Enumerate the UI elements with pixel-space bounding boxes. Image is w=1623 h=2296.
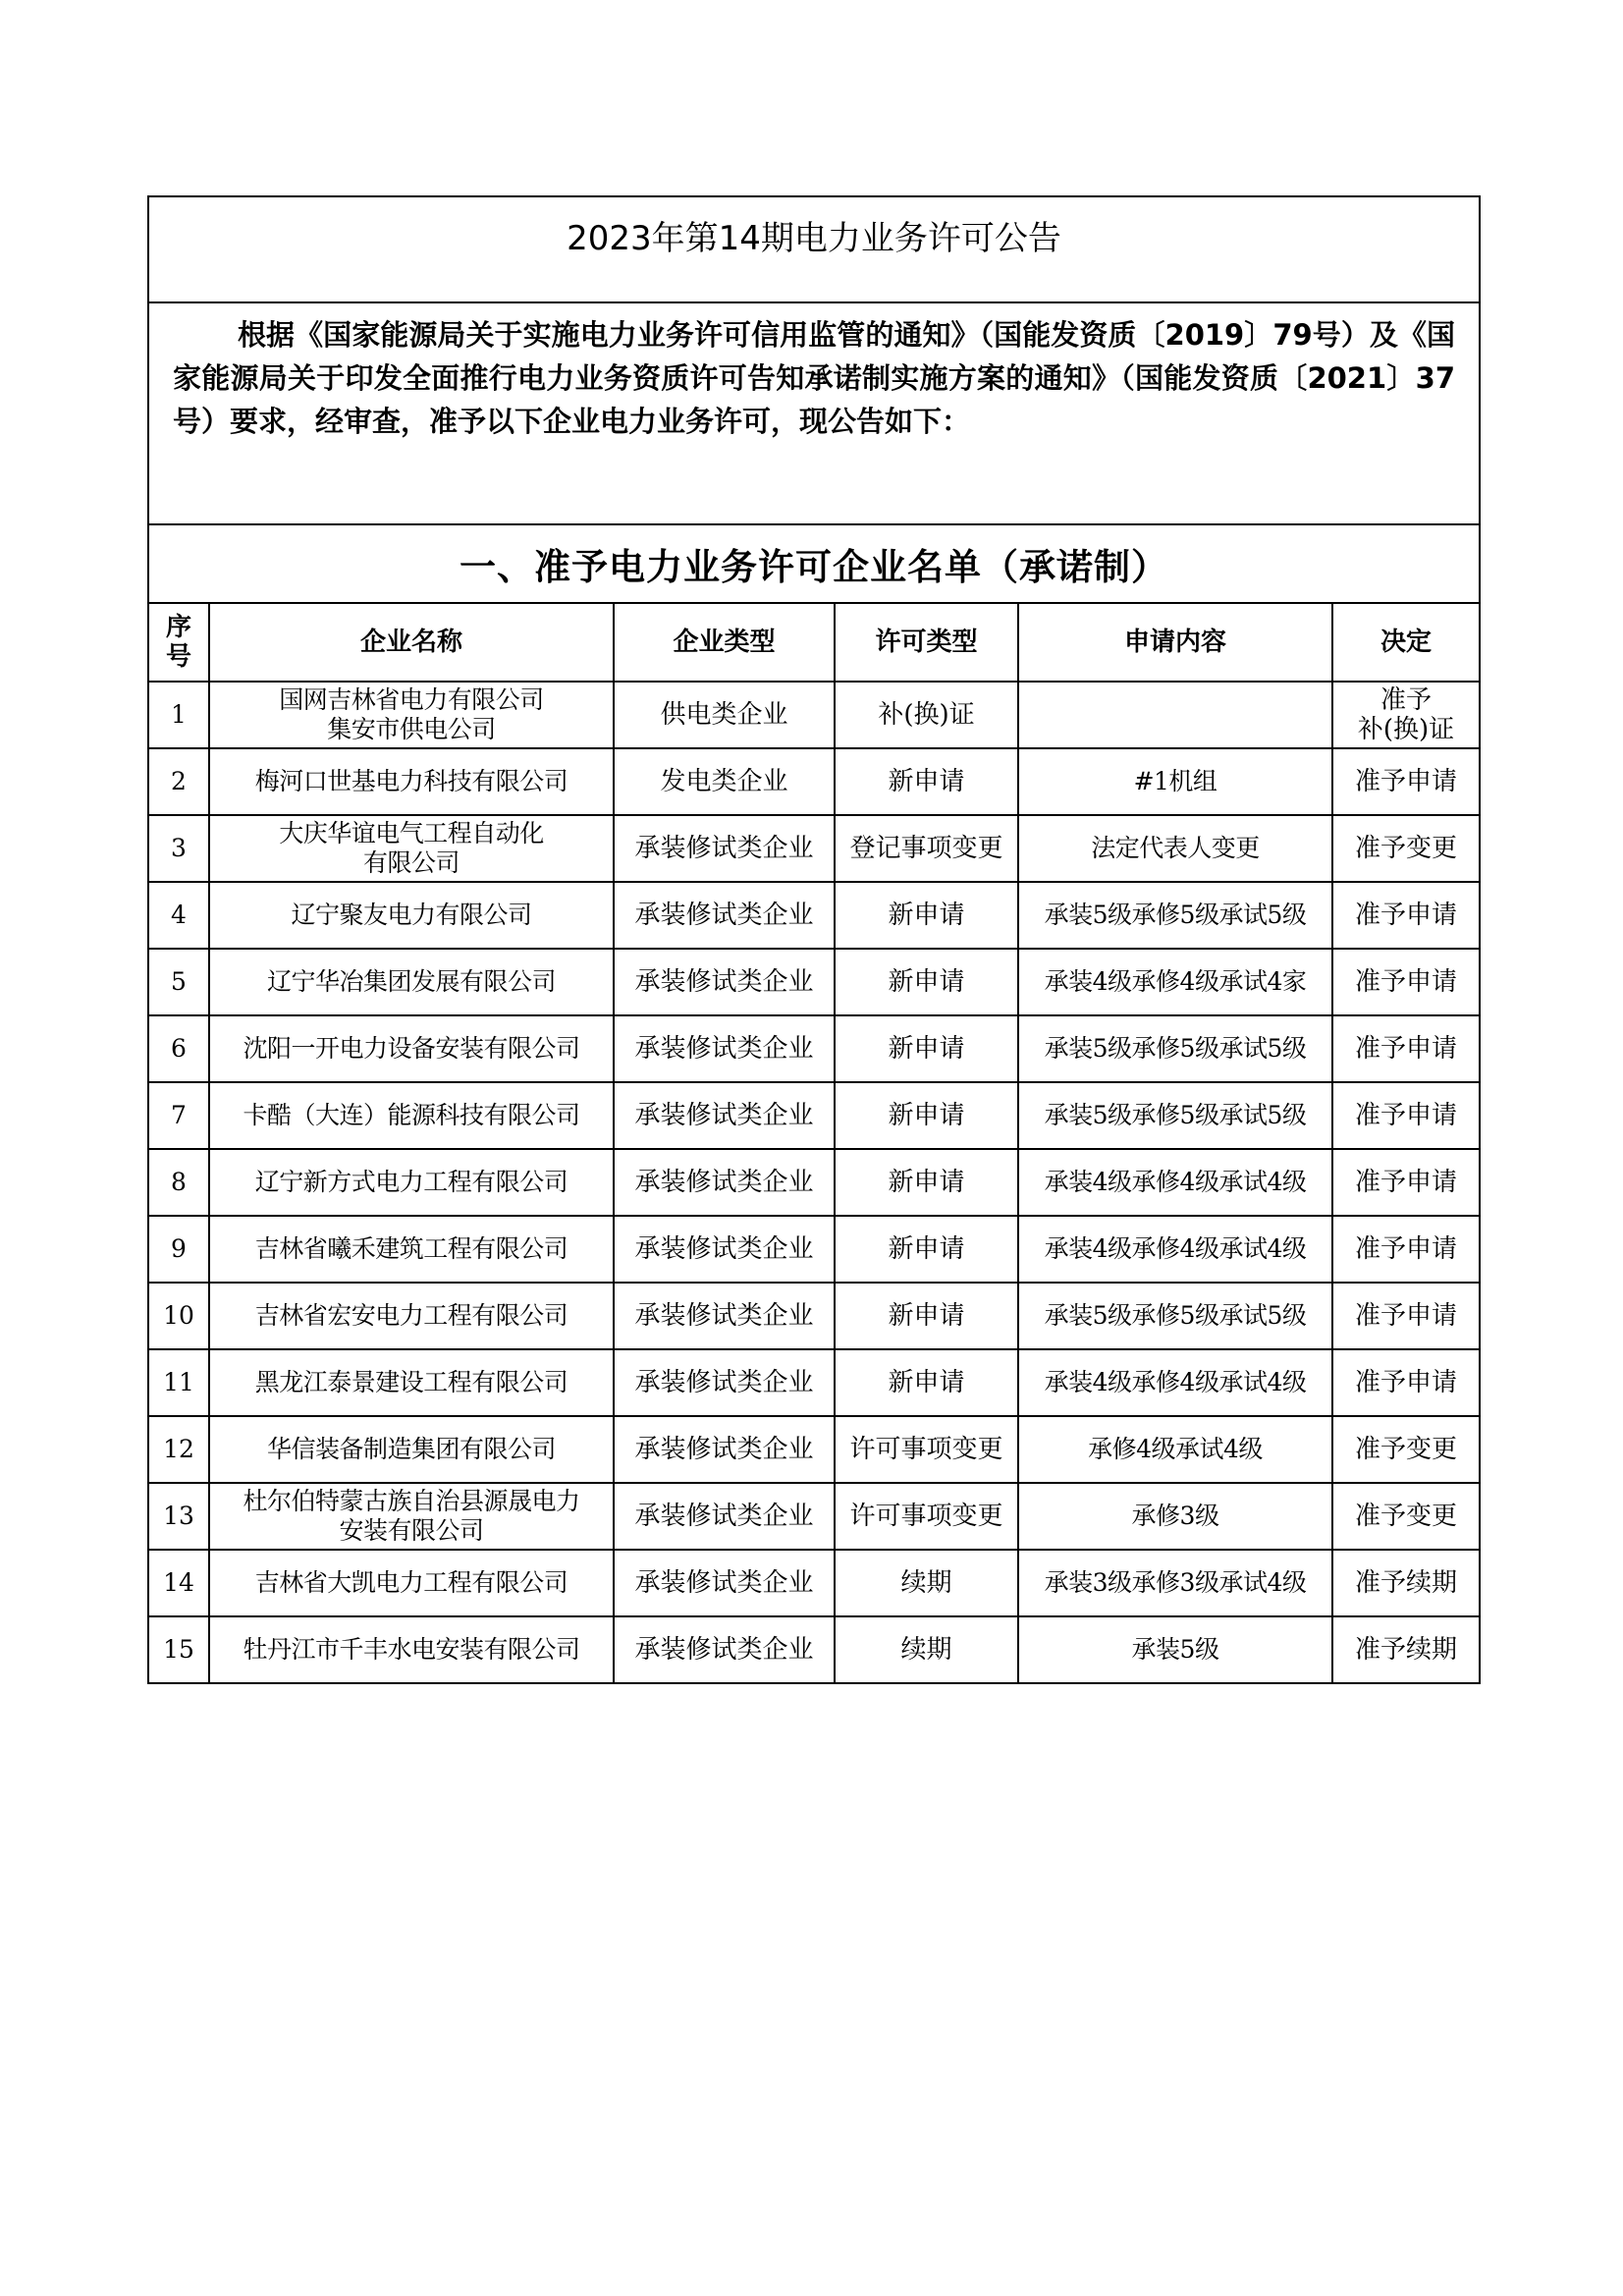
row-license-type: 新申请 <box>835 882 1018 949</box>
row-company-name-line1: 黑龙江泰景建设工程有限公司 <box>254 1368 568 1396</box>
row-company-name <box>209 1550 614 1616</box>
row-company-name-line2: 集安市供电公司 <box>327 715 496 743</box>
row-company-name <box>209 949 614 1015</box>
row-company-name <box>209 1616 614 1683</box>
table-row <box>148 1283 1480 1349</box>
row-company-name <box>209 1349 614 1416</box>
row-company-type: 承装修试类企业 <box>614 1283 835 1349</box>
row-company-name-line1: 吉林省曦禾建筑工程有限公司 <box>254 1234 568 1263</box>
row-license-type: 新申请 <box>835 1283 1018 1349</box>
row-company-type: 承装修试类企业 <box>614 1216 835 1283</box>
notice-table <box>147 195 1481 1684</box>
row-decision <box>1332 1015 1480 1082</box>
table-row <box>148 1149 1480 1216</box>
header-license-type: 许可类型 <box>835 603 1018 682</box>
row-company-type: 承装修试类企业 <box>614 815 835 882</box>
row-license-type: 续期 <box>835 1550 1018 1616</box>
row-company-name <box>209 682 614 748</box>
row-company-type: 承装修试类企业 <box>614 1015 835 1082</box>
row-company-name-line1: 梅河口世基电力科技有限公司 <box>254 767 568 795</box>
row-company-name-line1: 牡丹江市千丰水电安装有限公司 <box>243 1635 580 1664</box>
row-seq: 15 <box>148 1616 209 1683</box>
row-seq: 4 <box>148 882 209 949</box>
row-company-name <box>209 1082 614 1149</box>
row-seq: 10 <box>148 1283 209 1349</box>
row-company-name <box>209 748 614 815</box>
row-application-content: #1机组 <box>1018 748 1332 815</box>
row-seq: 13 <box>148 1483 209 1550</box>
row-decision <box>1332 1283 1480 1349</box>
row-application-content: 法定代表人变更 <box>1018 815 1332 882</box>
row-company-type: 承装修试类企业 <box>614 1416 835 1483</box>
row-application-content: 承装5级承修5级承试5级 <box>1018 1015 1332 1082</box>
row-seq: 8 <box>148 1149 209 1216</box>
row-company-type: 供电类企业 <box>614 682 835 748</box>
table-row <box>148 682 1480 748</box>
row-decision <box>1332 1349 1480 1416</box>
row-company-name-line1: 杜尔伯特蒙古族自治县源晟电力 <box>243 1487 580 1515</box>
row-company-name-line1: 吉林省大凯电力工程有限公司 <box>254 1568 568 1597</box>
row-company-name <box>209 1483 614 1550</box>
row-company-type: 承装修试类企业 <box>614 949 835 1015</box>
row-decision <box>1332 1149 1480 1216</box>
row-license-type: 补(换)证 <box>835 682 1018 748</box>
row-company-type: 承装修试类企业 <box>614 1616 835 1683</box>
row-company-name <box>209 882 614 949</box>
row-seq: 11 <box>148 1349 209 1416</box>
row-seq: 3 <box>148 815 209 882</box>
row-company-type: 承装修试类企业 <box>614 1082 835 1149</box>
row-seq: 5 <box>148 949 209 1015</box>
table-row <box>148 882 1480 949</box>
table-row <box>148 1616 1480 1683</box>
row-decision <box>1332 748 1480 815</box>
row-company-name-line1: 华信装备制造集团有限公司 <box>266 1435 556 1463</box>
header-company-type: 企业类型 <box>614 603 835 682</box>
row-decision-line1: 准予申请 <box>1355 901 1458 930</box>
row-application-content: 承装4级承修4级承试4家 <box>1018 949 1332 1015</box>
row-decision-line1: 准予变更 <box>1355 834 1458 863</box>
row-decision-line1: 准予申请 <box>1355 1168 1458 1197</box>
row-decision-line1: 准予申请 <box>1355 767 1458 796</box>
row-decision-line1: 准予变更 <box>1355 1502 1458 1531</box>
row-company-name <box>209 1416 614 1483</box>
row-company-name-line1: 辽宁新方式电力工程有限公司 <box>254 1168 568 1196</box>
row-seq: 7 <box>148 1082 209 1149</box>
notice-intro-cell <box>148 302 1480 524</box>
row-company-name-line1: 沈阳一开电力设备安装有限公司 <box>243 1034 580 1063</box>
row-seq: 9 <box>148 1216 209 1283</box>
row-seq: 2 <box>148 748 209 815</box>
header-seq <box>148 603 209 682</box>
row-company-name <box>209 1149 614 1216</box>
header-seq-line1: 序 <box>165 613 191 642</box>
row-decision <box>1332 1216 1480 1283</box>
notice-title-cell <box>148 196 1480 302</box>
row-company-name-line2: 有限公司 <box>362 848 460 877</box>
row-application-content: 承修4级承试4级 <box>1018 1416 1332 1483</box>
row-application-content: 承装4级承修4级承试4级 <box>1018 1216 1332 1283</box>
row-company-type: 承装修试类企业 <box>614 1349 835 1416</box>
row-company-name <box>209 1216 614 1283</box>
table-row <box>148 1082 1480 1149</box>
row-license-type: 新申请 <box>835 748 1018 815</box>
row-application-content: 承装5级承修5级承试5级 <box>1018 1082 1332 1149</box>
row-application-content <box>1018 682 1332 748</box>
row-license-type: 新申请 <box>835 1082 1018 1149</box>
row-application-content: 承修3级 <box>1018 1483 1332 1550</box>
header-company-name: 企业名称 <box>209 603 614 682</box>
row-decision <box>1332 815 1480 882</box>
row-license-type: 许可事项变更 <box>835 1483 1018 1550</box>
row-application-content: 承装4级承修4级承试4级 <box>1018 1349 1332 1416</box>
row-company-type: 发电类企业 <box>614 748 835 815</box>
row-decision-line1: 准予续期 <box>1355 1568 1458 1598</box>
table-row <box>148 1015 1480 1082</box>
row-decision <box>1332 682 1480 748</box>
row-decision-line1: 准予变更 <box>1355 1435 1458 1464</box>
row-seq: 12 <box>148 1416 209 1483</box>
table-row <box>148 1349 1480 1416</box>
row-company-name <box>209 1283 614 1349</box>
table-row <box>148 748 1480 815</box>
header-application-content: 申请内容 <box>1018 603 1332 682</box>
row-license-type: 新申请 <box>835 1015 1018 1082</box>
row-license-type: 新申请 <box>835 1216 1018 1283</box>
row-application-content: 承装3级承修3级承试4级 <box>1018 1550 1332 1616</box>
table-row <box>148 1416 1480 1483</box>
row-license-type: 新申请 <box>835 1149 1018 1216</box>
row-license-type: 新申请 <box>835 949 1018 1015</box>
row-decision-line1: 准予申请 <box>1355 1034 1458 1064</box>
row-license-type: 新申请 <box>835 1349 1018 1416</box>
row-application-content: 承装5级 <box>1018 1616 1332 1683</box>
row-company-name-line1: 吉林省宏安电力工程有限公司 <box>254 1301 568 1330</box>
row-decision <box>1332 1550 1480 1616</box>
row-company-type: 承装修试类企业 <box>614 1550 835 1616</box>
row-company-name-line1: 辽宁聚友电力有限公司 <box>291 901 532 929</box>
row-seq: 6 <box>148 1015 209 1082</box>
row-application-content: 承装5级承修5级承试5级 <box>1018 882 1332 949</box>
header-seq-line2: 号 <box>165 642 191 672</box>
section-title: 一、准予电力业务许可企业名单（承诺制） <box>148 524 1480 603</box>
table-row <box>148 815 1480 882</box>
row-company-name-line1: 大庆华谊电气工程自动化 <box>279 819 544 847</box>
row-company-type: 承装修试类企业 <box>614 1483 835 1550</box>
row-decision-line1: 准予续期 <box>1355 1635 1458 1665</box>
row-decision <box>1332 1082 1480 1149</box>
row-company-name <box>209 1015 614 1082</box>
row-decision-line1: 准予申请 <box>1355 1101 1458 1130</box>
row-company-type: 承装修试类企业 <box>614 882 835 949</box>
table-row <box>148 949 1480 1015</box>
row-decision-line2: 补(换)证 <box>1357 715 1455 744</box>
row-decision-line1: 准予申请 <box>1355 1234 1458 1264</box>
row-decision <box>1332 1416 1480 1483</box>
row-decision-line1: 准予申请 <box>1355 1368 1458 1397</box>
row-company-type: 承装修试类企业 <box>614 1149 835 1216</box>
row-company-name-line2: 安装有限公司 <box>339 1516 484 1545</box>
row-decision-line1: 准予 <box>1380 685 1433 715</box>
row-seq: 14 <box>148 1550 209 1616</box>
table-header-row <box>148 603 1480 682</box>
row-application-content: 承装5级承修5级承试5级 <box>1018 1283 1332 1349</box>
row-license-type: 许可事项变更 <box>835 1416 1018 1483</box>
header-decision: 决定 <box>1332 603 1480 682</box>
row-seq: 1 <box>148 682 209 748</box>
row-application-content: 承装4级承修4级承试4级 <box>1018 1149 1332 1216</box>
row-company-name-line1: 卡酷（大连）能源科技有限公司 <box>243 1101 580 1129</box>
row-decision <box>1332 1616 1480 1683</box>
row-decision <box>1332 949 1480 1015</box>
row-decision-line1: 准予申请 <box>1355 1301 1458 1331</box>
table-row <box>148 1550 1480 1616</box>
row-decision-line1: 准予申请 <box>1355 967 1458 997</box>
notice-document <box>147 195 1479 1684</box>
notice-intro: 根据《国家能源局关于实施电力业务许可信用监管的通知》（国能发资质〔2019〕79号）及《国家能源局关于印发全面推行电力业务资质许可告知承诺制实施方案的通知》（国能发资质〔2021〕37号）要求，经审查，准予以下企业电力业务许可，现公告如下： <box>173 318 1456 438</box>
row-company-name <box>209 815 614 882</box>
row-license-type: 续期 <box>835 1616 1018 1683</box>
table-row <box>148 1483 1480 1550</box>
row-license-type: 登记事项变更 <box>835 815 1018 882</box>
table-row <box>148 1216 1480 1283</box>
row-decision <box>1332 882 1480 949</box>
row-company-name-line1: 国网吉林省电力有限公司 <box>279 685 544 714</box>
row-company-name-line1: 辽宁华冶集团发展有限公司 <box>266 967 556 996</box>
notice-title: 2023年第14期电力业务许可公告 <box>567 219 1061 258</box>
row-decision <box>1332 1483 1480 1550</box>
